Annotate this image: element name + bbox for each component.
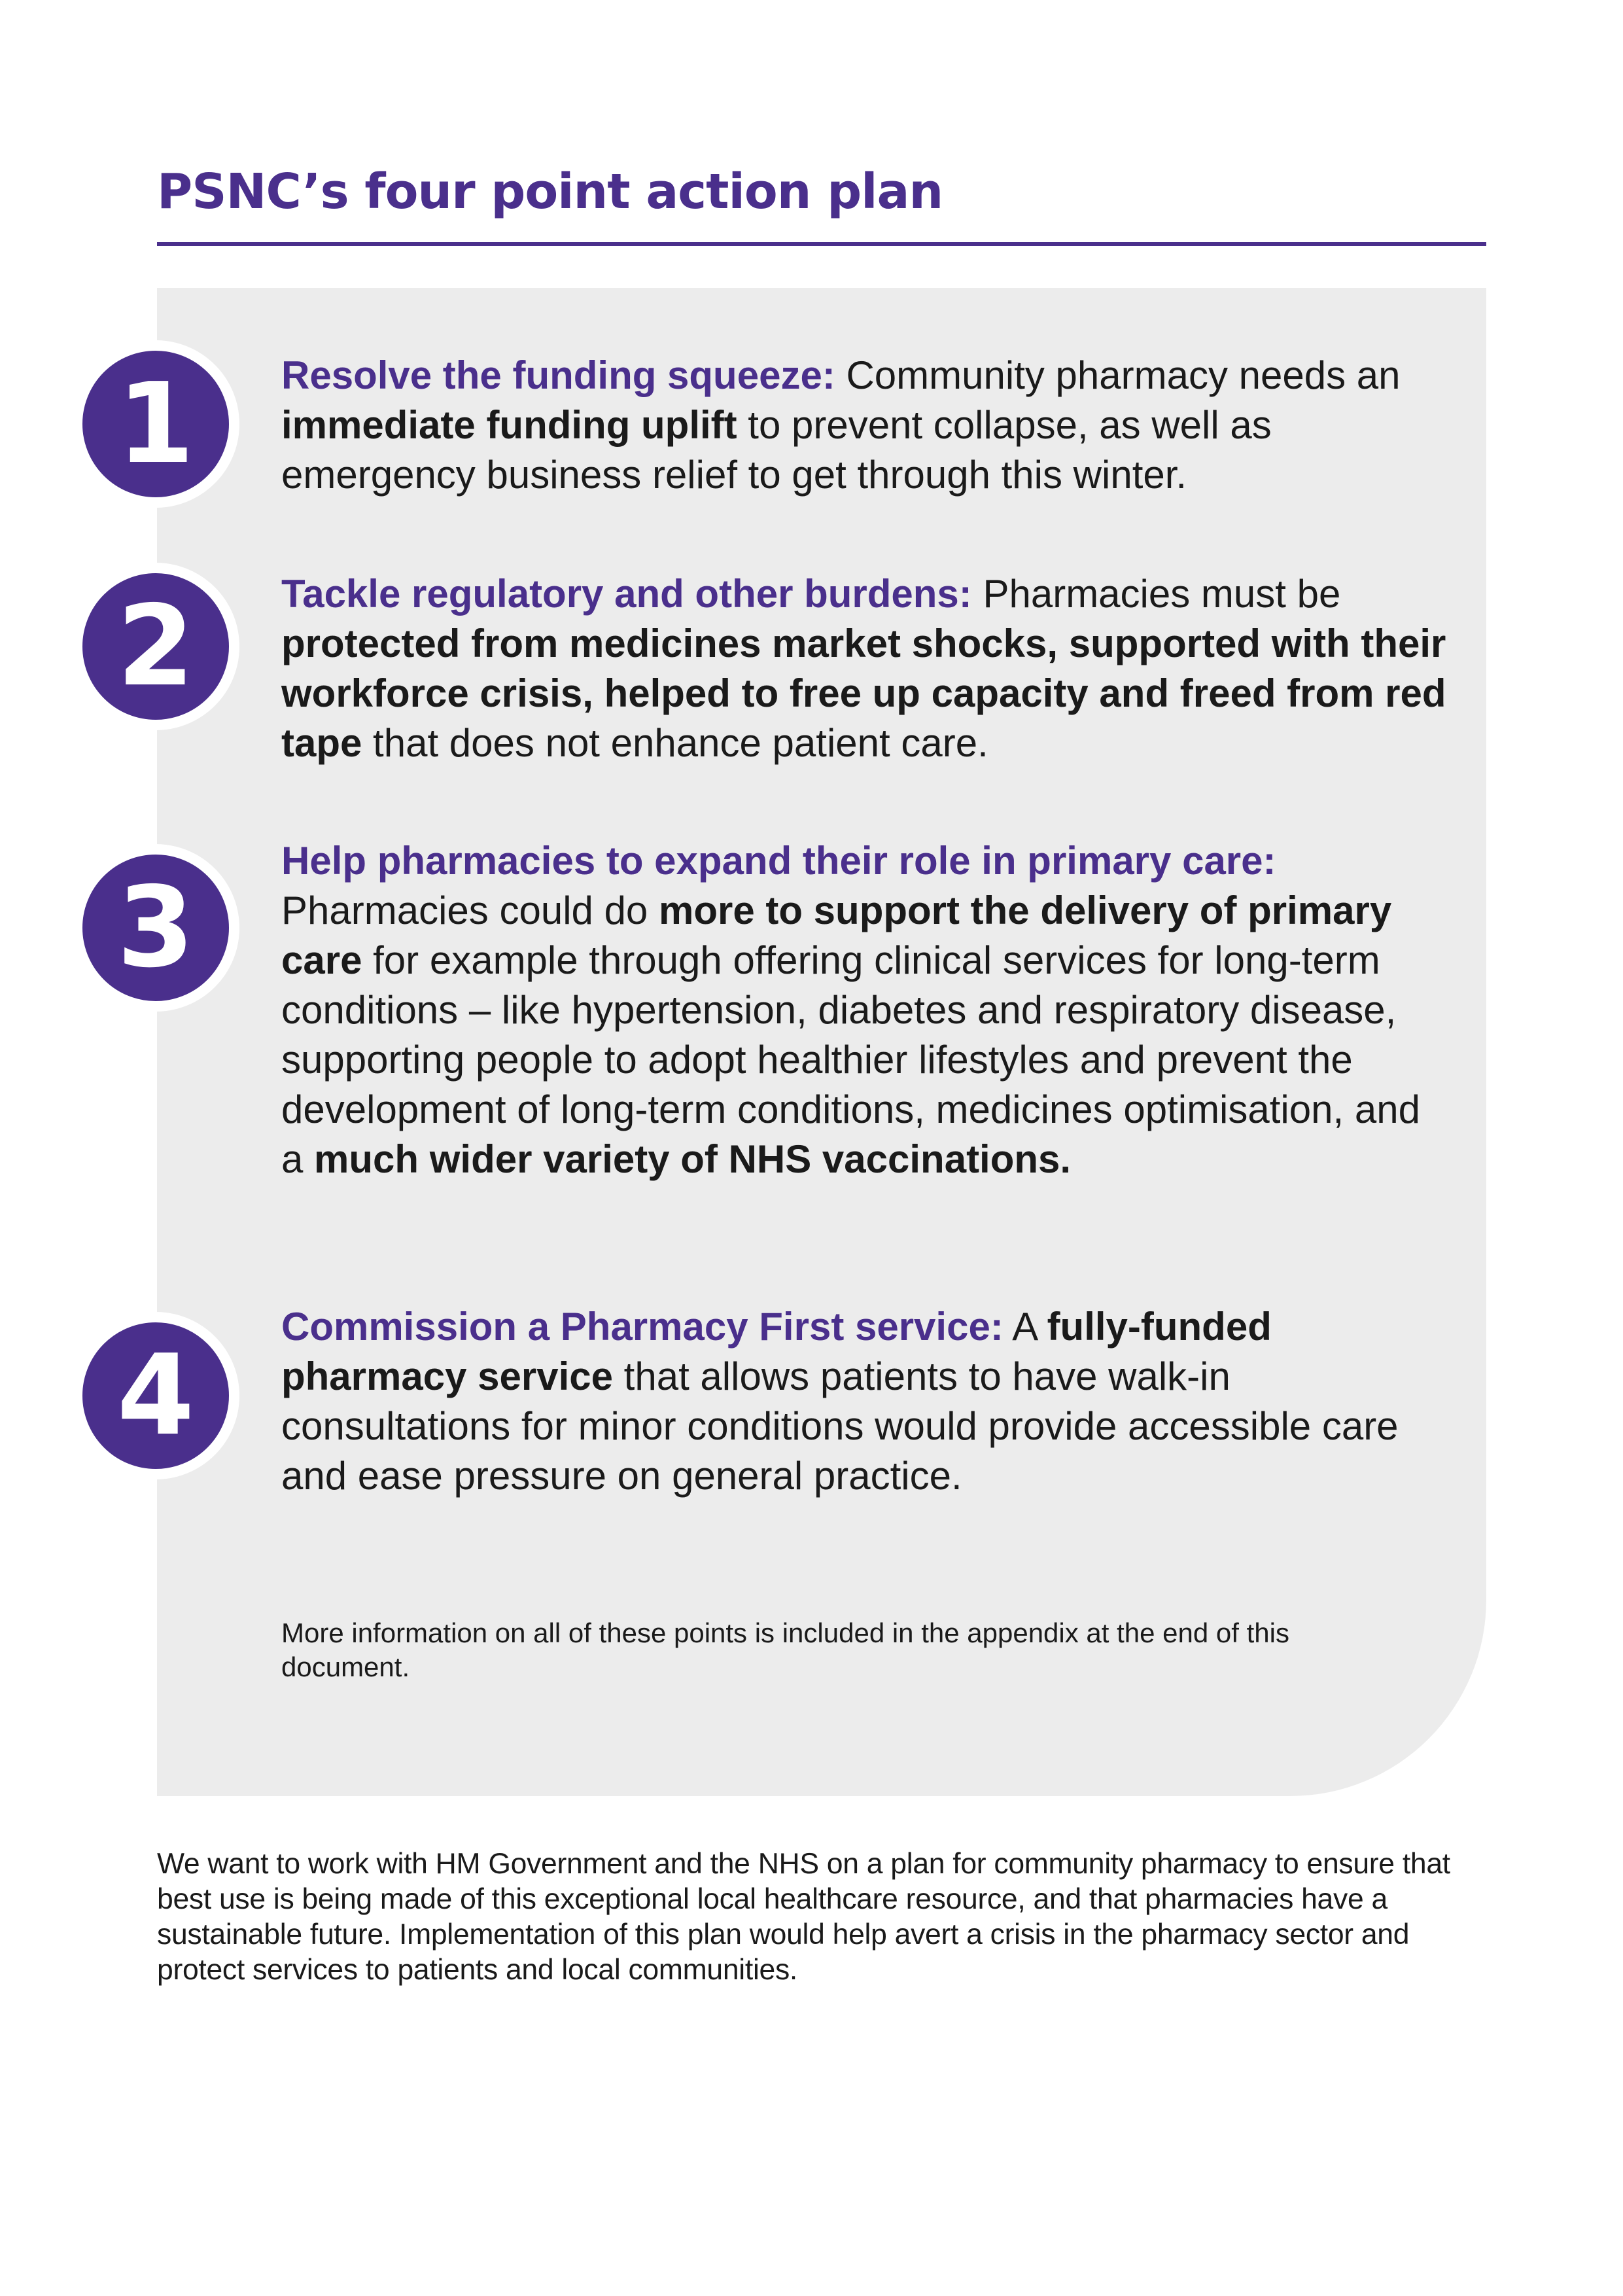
action-point-4 bbox=[281, 1302, 1452, 1501]
point-4-lead: Commission a Pharmacy First service: bbox=[281, 1305, 1003, 1349]
point-3-lead: Help pharmacies to expand their role in primary care: bbox=[281, 839, 1276, 883]
point-1-emphasis: immediate funding uplift bbox=[281, 403, 737, 447]
point-3-text: for example through offering clinical services for long-term conditions – like hypertension, diabetes and respiratory disease, supporting people to adopt healthier lifestyles and prevent the development of long-term conditions, medicines optimisation, and a bbox=[281, 938, 1420, 1181]
closing-paragraph: We want to work with HM Government and the NHS on a plan for community pharmacy to ensure that best use is being made of this exceptional local healthcare resource, and that pharmacies have a sustainable future. Implementation of this plan would help avert a crisis in the pharmacy sector and protect services to patients and local communities. bbox=[157, 1848, 1450, 1986]
point-4-emphasis: fully-funded pharmacy service bbox=[281, 1305, 1272, 1398]
point-3-text: Pharmacies could do bbox=[281, 889, 659, 932]
point-1-text: Community pharmacy needs an bbox=[835, 353, 1401, 397]
number-badge-1: 1 bbox=[72, 340, 239, 508]
number-badge-4: 4 bbox=[72, 1312, 239, 1479]
appendix-note: More information on all of these points is included in the appendix at the end of this document. bbox=[281, 1617, 1289, 1682]
point-2-text: that does not enhance patient care. bbox=[362, 721, 988, 765]
action-point-3 bbox=[281, 836, 1452, 1184]
point-2-emphasis: protected from medicines market shocks, supported with their workforce crisis, helped to free up capacity and freed from red tape bbox=[281, 622, 1446, 765]
action-point-2 bbox=[281, 569, 1452, 768]
number-badge-3: 3 bbox=[72, 844, 239, 1012]
point-1-lead: Resolve the funding squeeze: bbox=[281, 353, 835, 397]
point-4-text: A bbox=[1003, 1305, 1047, 1349]
number-badge-2: 2 bbox=[72, 563, 239, 730]
point-3-emphasis: more to support the delivery of primary care bbox=[281, 889, 1392, 982]
point-2-text: Pharmacies must be bbox=[971, 572, 1341, 616]
title-divider bbox=[157, 242, 1486, 246]
page-title: PSNC’s four point action plan bbox=[157, 164, 943, 220]
point-1-text: to prevent collapse, as well as emergency business relief to get through this winter. bbox=[281, 403, 1272, 497]
action-point-1 bbox=[281, 351, 1452, 500]
point-2-lead: Tackle regulatory and other burdens: bbox=[281, 572, 972, 616]
point-3-emphasis: much wider variety of NHS vaccinations. bbox=[314, 1137, 1072, 1181]
point-4-text: that allows patients to have walk-in consultations for minor conditions would provide accessible care and ease pressure on general practice. bbox=[281, 1354, 1399, 1498]
